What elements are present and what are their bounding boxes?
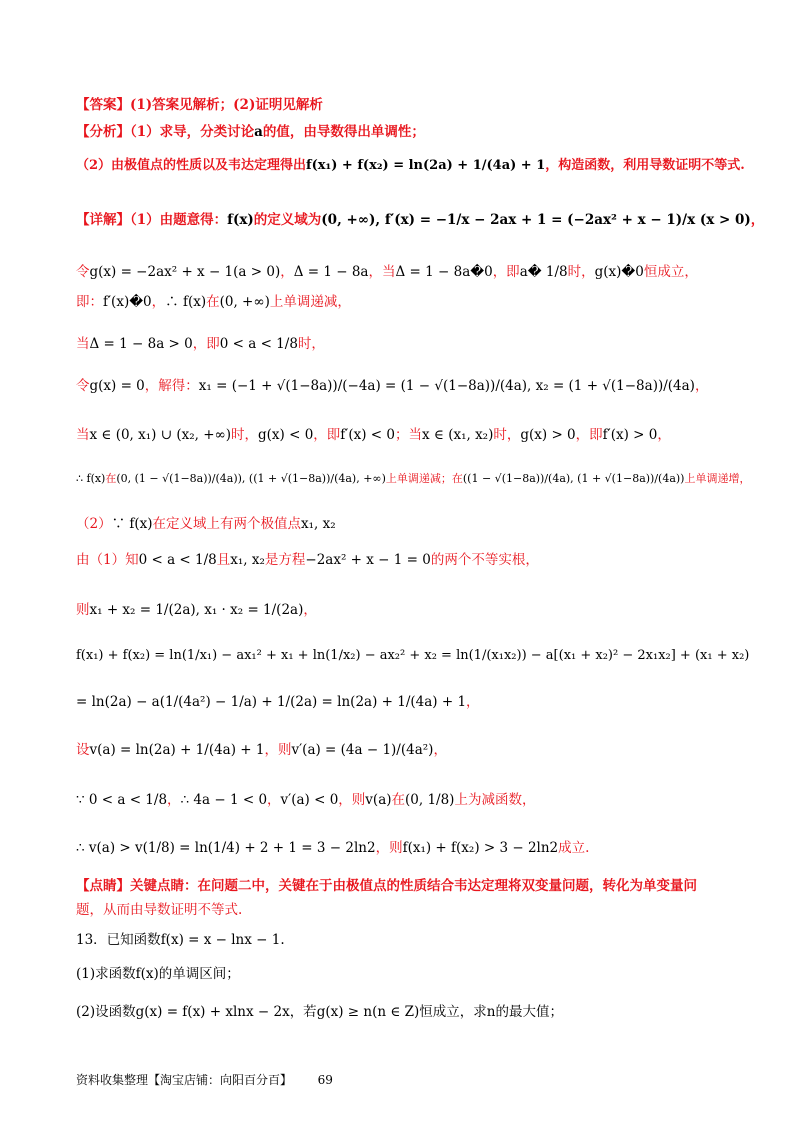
math-run: ∴ f(x) (165, 294, 207, 310)
text-line (76, 648, 760, 664)
text-line (76, 878, 760, 894)
text-run: 是方程 (264, 552, 306, 568)
math-run: f(x) (135, 966, 159, 982)
text-line (76, 902, 760, 918)
text-run: ，解得： (144, 378, 199, 394)
math-run: g(x) < 0 (258, 427, 314, 443)
math-run: Δ = 1 − 8a > 0 (89, 336, 193, 352)
math-run: g(x) = f(x) + xlnx − 2x (135, 1004, 290, 1020)
math-run: (0, (1 − √(1−8a))/(4a)), ((1 + √(1−8a))/(4a), +∞) (116, 472, 386, 485)
text-run: ， (433, 742, 447, 758)
text-line (76, 264, 760, 280)
text-run: ， (267, 792, 281, 808)
text-run: ，则 (264, 742, 292, 758)
text-run: ， (466, 694, 480, 710)
text-line (76, 1004, 760, 1020)
math-run: x₁, x₂ (230, 552, 265, 568)
math-run: x ∈ (x₁, x₂) (422, 427, 494, 443)
math-run: 13．已知函数 (76, 932, 161, 948)
text-run: 上单调递减；在 (385, 472, 463, 485)
math-run: ∴ v(a) > v(1/8) = ln(1/4) + 2 + 1 = 3 − 2ln2 (76, 840, 376, 856)
math-run: f(x₁) + f(x₂) = ln(2a) + 1/(4a) + 1 (306, 158, 546, 173)
text-run: 的两个不等实根， (430, 552, 539, 568)
math-run: = ln(2a) − a(1/(4a²) − 1/a) + 1/(2a) = ln(2a) + 1/(4a) + 1 (76, 694, 467, 710)
text-run: 当 (76, 427, 90, 443)
text-run: 在定义域上有两个极值点 (152, 516, 302, 532)
text-run: 令 (76, 264, 90, 280)
text-run: 恒成立， (643, 264, 698, 280)
math-run: ∵ f(x) (111, 516, 153, 532)
math-run: ，若 (289, 1004, 317, 1020)
text-run: 【答案】(1)答案见解析；(2)证明见解析 (76, 97, 323, 113)
text-run: 则 (76, 602, 90, 618)
text-line (76, 336, 760, 352)
math-run: v′(a) < 0 (280, 792, 339, 808)
text-run: ， (167, 792, 181, 808)
text-run: 的值，由导数得出单调性； (262, 124, 425, 140)
text-run: 令 (76, 378, 90, 394)
text-run: 由（1）知 (76, 552, 139, 568)
text-run: 上为减函数， (454, 792, 536, 808)
page-footer (76, 1073, 760, 1087)
math-run: v(a) (365, 792, 392, 808)
text-line (76, 602, 760, 618)
text-run: 时， (493, 427, 521, 443)
math-run: −2ax² + x − 1 = 0 (305, 552, 431, 568)
math-run: 恒成立，求 (419, 1004, 487, 1020)
text-run: 在 (391, 792, 406, 808)
math-run: (0, +∞) (219, 294, 270, 310)
text-run: ，即 (492, 264, 520, 280)
text-run: 时， (567, 264, 595, 280)
math-run: f(x) (227, 212, 254, 228)
text-line (76, 124, 760, 140)
math-run: f′(x) > 0 (602, 427, 658, 443)
text-run: ， (151, 294, 166, 310)
text-run: ，即 (313, 427, 341, 443)
math-run: x₁ + x₂ = 1/(2a), x₁ · x₂ = 1/(2a) (89, 602, 304, 618)
text-run: ， (657, 427, 671, 443)
math-run: a� 1/8 (519, 264, 568, 280)
math-run: x₁, x₂ (301, 516, 336, 532)
text-run: ， (280, 264, 294, 280)
text-line (76, 472, 760, 485)
footer-source: 资料收集整理【淘宝店铺：向阳百分百】 (76, 1073, 293, 1087)
text-line (76, 792, 760, 808)
text-run: 当 (76, 336, 90, 352)
math-run: Δ = 1 − 8a�0 (395, 264, 493, 280)
math-run: x ∈ (0, x₁) ∪ (x₂, +∞) (89, 427, 232, 443)
math-run: a (254, 124, 263, 140)
math-run: g(x) > 0 (520, 427, 576, 443)
text-line (76, 552, 760, 568)
math-run: ∴ f(x) (76, 472, 106, 485)
math-run: n (486, 1004, 496, 1020)
text-run: 【点睛】关键点睛：在问题二中，关键在于由极值点的性质结合韦达定理将双变量问题，转化为单变量问 (76, 878, 697, 894)
text-run: 的定义域为 (253, 212, 322, 228)
text-run: （2） (76, 516, 112, 532)
text-line (76, 97, 760, 113)
text-line (76, 294, 760, 310)
math-run: 0 < a < 1/8 (138, 552, 217, 568)
text-line (76, 516, 760, 532)
text-run: 【分析】（1）求导，分类讨论 (76, 124, 255, 140)
text-run: 且 (216, 552, 231, 568)
text-run: 上单调递减， (269, 294, 351, 310)
text-line (76, 212, 765, 228)
math-run: f(x) = x − lnx − 1 (160, 932, 281, 948)
text-line (76, 966, 760, 982)
text-line (76, 932, 760, 948)
page-number: 69 (317, 1073, 333, 1087)
math-run: ∵ 0 < a < 1/8 (76, 792, 168, 808)
text-line (76, 840, 760, 856)
text-run: ，构造函数，利用导数证明不等式. (545, 158, 745, 173)
math-run: ∴ 4a − 1 < 0 (180, 792, 268, 808)
text-run: ，即 (575, 427, 603, 443)
text-run: ，则 (338, 792, 366, 808)
math-run: (0, +∞), f′(x) = −1/x − 2ax + 1 = (−2ax² + x − 1)/x (x > 0) (321, 212, 751, 228)
text-run: ， (694, 378, 709, 394)
text-line (76, 427, 760, 443)
text-run: 题，从而由导数证明不等式. (76, 902, 243, 918)
math-run: g(x) = −2ax² + x − 1(a > 0) (89, 264, 281, 280)
text-run: 在 (206, 294, 220, 310)
math-run: f′(x) < 0 (340, 427, 395, 443)
math-run: v(a) = ln(2a) + 1/(4a) + 1 (89, 742, 265, 758)
text-run: 成立. (558, 840, 590, 856)
text-run: ；当 (395, 427, 422, 443)
text-line (76, 158, 760, 174)
math-run: (2)设函数 (76, 1004, 136, 1020)
text-line (76, 742, 760, 758)
math-run: f(x₁) + f(x₂) > 3 − 2ln2 (402, 840, 559, 856)
math-run: (1)求函数 (76, 966, 136, 982)
math-run: 的单调区间； (158, 966, 240, 982)
math-run: g(x) ≥ n(n ∈ Z) (316, 1004, 420, 1020)
math-run: Δ = 1 − 8a (293, 264, 369, 280)
text-run: ，当 (368, 264, 396, 280)
text-run: 即： (76, 294, 103, 310)
math-run: f′(x)�0 (103, 294, 152, 310)
text-run: ，即 (192, 336, 220, 352)
math-run: g(x)�0 (594, 264, 644, 280)
text-run: ， (750, 212, 765, 228)
text-line (76, 694, 760, 710)
math-run: f(x₁) + f(x₂) = ln(1/x₁) − ax₁² + x₁ + ln(1/x₂) − ax₂² + x₂ = ln(1/(x₁x₂)) − a[(x₁ + x₂)² − 2x₁x₂] + (x₁ + x₂) (76, 648, 750, 663)
text-run: ， (303, 602, 317, 618)
math-run: 的最大值； (495, 1004, 563, 1020)
math-run: x₁ = (−1 + √(1−8a))/(−4a) = (1 − √(1−8a))/(4a), x₂ = (1 + √(1−8a))/(4a) (198, 378, 695, 394)
text-run: 上单调递增， (684, 472, 751, 485)
math-run: v′(a) = (4a − 1)/(4a²) (291, 742, 434, 758)
math-run: ((1 − √(1−8a))/(4a), (1 + √(1−8a))/(4a)) (462, 472, 685, 485)
text-line (76, 378, 760, 394)
text-run: （2）由极值点的性质以及韦达定理得出 (76, 158, 307, 173)
math-run: (0, 1/8) (405, 792, 455, 808)
text-run: 设 (76, 742, 90, 758)
text-run: ，则 (375, 840, 403, 856)
text-run: 时， (231, 427, 259, 443)
math-run: g(x) = 0 (89, 378, 145, 394)
text-run: 在 (105, 472, 117, 485)
math-run: 0 < a < 1/8 (219, 336, 298, 352)
text-run: 【详解】（1）由题意得： (76, 212, 228, 228)
math-run: . (280, 932, 285, 948)
text-run: 时， (297, 336, 325, 352)
